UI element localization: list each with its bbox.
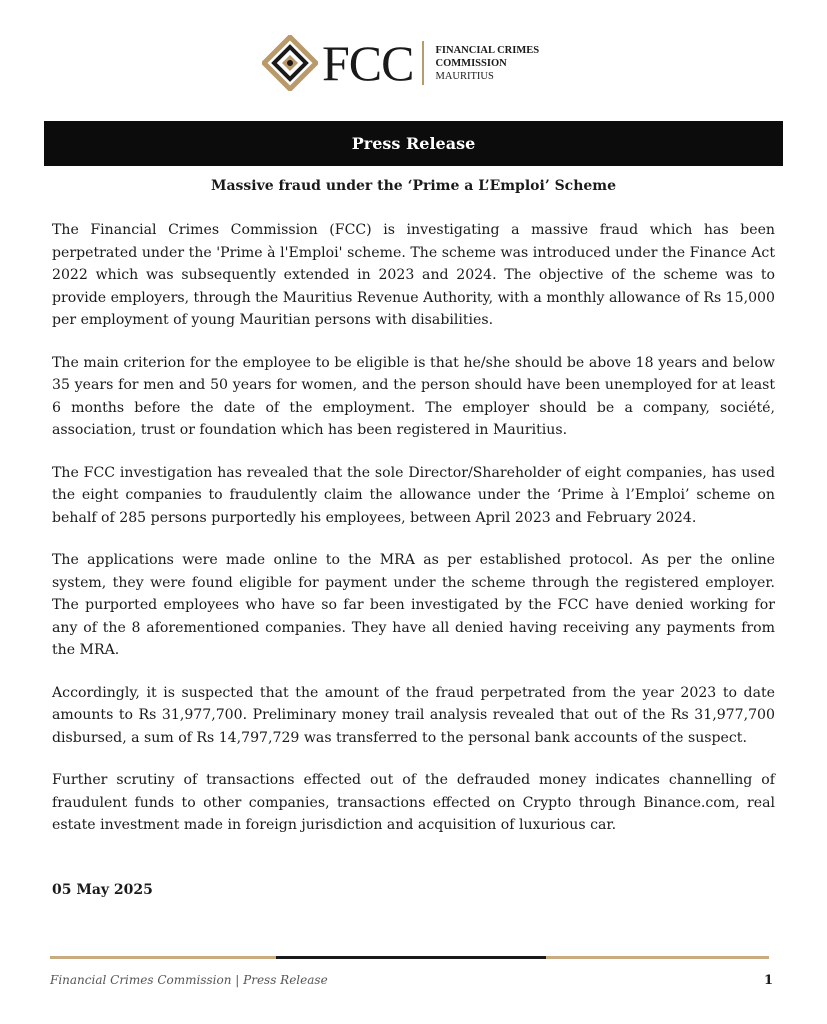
banner-label: Press Release: [351, 134, 476, 153]
press-release-banner: [44, 121, 783, 166]
paragraph: The main criterion for the employee to be eligible is that he/she should be above 18 years and below 35 years for men and 50 years for women, and the person should have been unemployed for at least 6 months before the date of the employment. The employer should be a company, société, association, trust or foundation which has been registered in Mauritius.: [52, 354, 775, 438]
organization-name: [436, 44, 540, 83]
paragraph: Further scrutiny of transactions effected out of the defrauded money indicates channelling of fraudulent funds to other companies, transactions effected on Crypto through Binance.com, real estate investment made in foreign jurisdiction and acquisition of luxurious car.: [52, 772, 775, 833]
paragraph: The Financial Crimes Commission (FCC) is investigating a massive fraud which has been perpetrated under the 'Prime à l'Emploi' scheme. The scheme was introduced under the Finance Act 2022 which was subsequently extended in 2023 and 2024. The objective of the scheme was to provide employers, through the Mauritius Revenue Authority, with a monthly allowance of Rs 15,000 per employment of young Mauritian persons with disabilities.: [52, 222, 775, 328]
footer-text: Financial Crimes Commission | Press Release: [50, 973, 328, 987]
release-date: 05 May 2025: [52, 882, 153, 898]
footer-divider-accent: [276, 956, 546, 959]
logo-divider: [422, 41, 424, 85]
org-line-2: COMMISSION: [435, 57, 507, 69]
fcc-logo: [262, 36, 539, 90]
document-title: Massive fraud under the ‘Prime a L’Emploi’ Scheme: [210, 178, 617, 194]
paragraph: Accordingly, it is suspected that the amount of the fraud perpetrated from the year 2023 to date amounts to Rs 31,977,700. Preliminary money trail analysis revealed that out of the Rs 31,977,700 disbursed, a sum of Rs 14,797,729 was transferred to the personal bank accounts of the suspect.: [52, 684, 775, 746]
org-line-3: MAURITIUS: [435, 70, 494, 82]
logo-wordmark: FCC: [322, 35, 414, 91]
fcc-emblem-icon: [262, 35, 318, 91]
page-number: 1: [763, 973, 773, 988]
paragraph: The FCC investigation has revealed that the sole Director/Shareholder of eight companies, has used the eight companies to fraudulently claim the allowance under the ‘Prime à l’Emploi’ scheme on behalf of 285 persons purportedly his employees, between April 2023 and February 2024.: [52, 464, 775, 526]
document-body: [52, 219, 775, 857]
org-line-1: FINANCIAL CRIMES: [435, 44, 540, 56]
footer-divider: [50, 956, 769, 959]
paragraph: The applications were made online to the MRA as per established protocol. As per the online system, they were found eligible for payment under the scheme through the registered employer. The purported employees who have so far been investigated by the FCC have denied working for any of the 8 aforementioned companies. They have all denied having receiving any payments from the MRA.: [52, 552, 775, 658]
